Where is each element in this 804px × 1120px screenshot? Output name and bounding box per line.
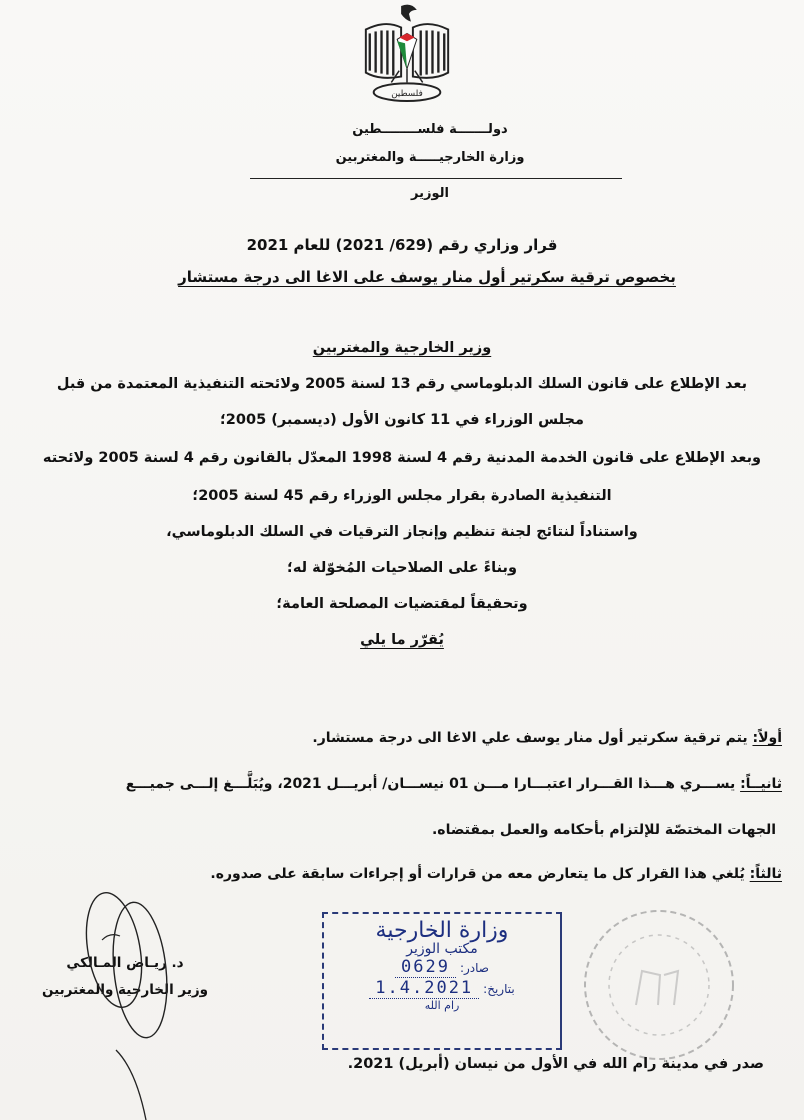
handwritten-signature-icon	[80, 890, 200, 1120]
decision-title: قرار وزاري رقم (629/ 2021) للعام 2021	[246, 236, 558, 254]
article-label: ثانيــاً:	[740, 776, 782, 792]
article-label: ثالثاً:	[749, 866, 782, 882]
round-seal-icon	[574, 905, 744, 1065]
decision-subject: بخصوص ترقية سكرتير أول منار يوسف على الاغا الى درجة مستشار	[178, 268, 676, 286]
stamp-outgoing-label: صادر:	[459, 961, 489, 975]
article-2	[126, 776, 782, 792]
article-3	[210, 866, 782, 882]
issued-statement: صدر في مدينة رام الله في الأول من نيسان (أبريل) 2021.	[347, 1056, 764, 1072]
article-text: يتم ترقية سكرتير أول منار يوسف علي الاغا الى درجة مستشار.	[312, 730, 753, 746]
issuer-heading: وزير الخارجية والمغتربين	[312, 340, 492, 356]
preamble-line: وبناءً على الصلاحيات المُخوّلة له؛	[287, 560, 517, 576]
preamble-line: وبعد الإطلاع على قانون الخدمة المدنية رقم 4 لسنة 1998 المعدّل بالقانون رقم 4 لسنة 2005 ولائحته	[42, 450, 762, 466]
stamp-date-label: بتاريخ:	[483, 982, 515, 996]
ministry-name: وزارة الخارجيـــــة والمغتربين	[335, 150, 525, 165]
signatory-name: د. ريـاض المـالكي	[66, 955, 184, 971]
article-2-continuation: الجهات المختصّة للإلتزام بأحكامه والعمل بمقتضاه.	[431, 822, 776, 838]
palestine-eagle-emblem-icon	[358, 2, 456, 106]
stamp-office: مكتب الوزير	[406, 941, 478, 957]
article-1	[312, 730, 782, 746]
preamble-line: واستناداً لنتائج لجنة تنظيم وإنجاز الترقيات في السلك الدبلوماسي،	[166, 524, 638, 540]
office-name: الوزير	[411, 186, 449, 201]
signatory-title: وزير الخارجية والمغتربين	[41, 982, 209, 998]
preamble-line: مجلس الوزراء في 11 كانون الأول (ديسمبر) 2005؛	[219, 412, 584, 428]
header-divider	[250, 178, 622, 179]
ministry-office-stamp	[322, 912, 562, 1050]
stamp-outgoing-number: 0629	[395, 957, 456, 978]
preamble-line: بعد الإطلاع على قانون السلك الدبلوماسي رقم 13 لسنة 2005 ولائحته التنفيذية المعتمدة من قبل	[56, 376, 748, 392]
stamp-ministry: وزارة الخارجية	[375, 918, 509, 943]
preamble-line: وتحقيقاً لمقتضيات المصلحة العامة؛	[276, 596, 528, 612]
stamp-date-value: 1.4.2021	[369, 978, 479, 999]
resolves-heading: يُقرّر ما يلي	[360, 632, 444, 648]
article-text: يســـري هـــذا القـــرار اعتبـــارا مـــن 01 نيســـان/ أبريـــل 2021، ويُبَلَّـــغ إلـــى جميـــع	[125, 776, 741, 792]
article-text: يُلغي هذا القرار كل ما يتعارض معه من قرارات أو إجراءات سابقة على صدوره.	[210, 866, 750, 882]
emblem-caption: فلسطين	[391, 89, 423, 100]
preamble-line: التنفيذية الصادرة بقرار مجلس الوزراء رقم 45 لسنة 2005؛	[192, 488, 612, 504]
stamp-city: رام الله	[424, 999, 460, 1012]
state-name: دولـــــــة فلســــــــطين	[352, 122, 508, 137]
article-label: أولاً:	[752, 730, 782, 746]
